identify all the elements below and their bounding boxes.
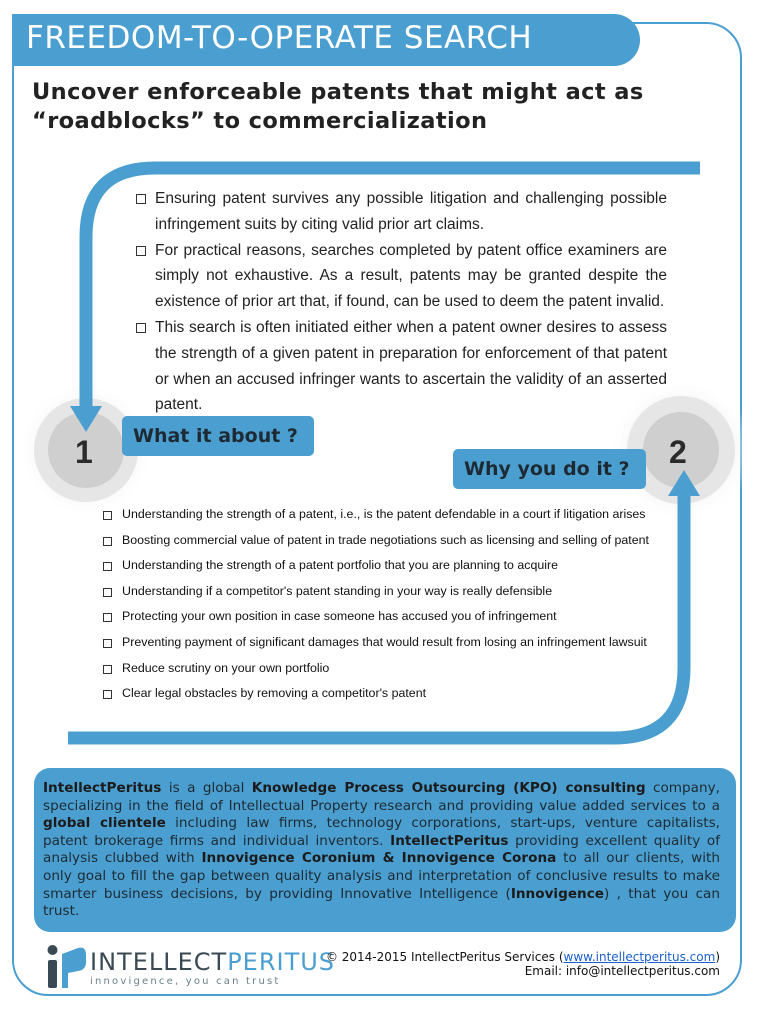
checkbox-icon	[103, 690, 112, 699]
website-link[interactable]: www.intellectperitus.com	[563, 950, 716, 964]
list-item: Clear legal obstacles by removing a competitor's patent	[103, 681, 663, 707]
checkbox-icon	[136, 323, 146, 333]
list-item: Preventing payment of significant damages that would result from losing an infringement lawsuit	[103, 630, 663, 656]
checkbox-icon	[103, 562, 112, 571]
what-bullet-list	[135, 186, 667, 418]
list-item: This search is often initiated either when a patent owner desires to assess the strength of a given patent in preparation for enforcement of that patent or when an accused infringer wants to ascertain the validity of an asserted patent.	[135, 315, 667, 418]
checkbox-icon	[103, 511, 112, 520]
what-label: What it about ?	[122, 416, 314, 456]
list-item: Understanding if a competitor's patent standing in your way is really defensible	[103, 579, 663, 605]
logo-tagline: innovigence, you can trust	[90, 976, 281, 987]
subtitle-line-1: Uncover enforceable patents that might act as	[32, 79, 644, 105]
checkbox-icon	[103, 639, 112, 648]
copyright: © 2014-2015 IntellectPeritus Services (www.intellectperitus.com) Email: info@intellectperitus.com	[325, 950, 720, 978]
checkbox-icon	[103, 613, 112, 622]
why-bullet-list	[103, 502, 663, 707]
checkbox-icon	[136, 194, 146, 204]
checkbox-icon	[103, 588, 112, 597]
step-number-1: 1	[75, 434, 93, 470]
list-item: For practical reasons, searches completed by patent office examiners are simply not exhaustive. As a result, patents may be granted despite the existence of prior art that, if found, can be used to deem the patent invalid.	[135, 238, 667, 315]
contact-email: Email: info@intellectperitus.com	[524, 964, 720, 978]
list-item: Protecting your own position in case someone has accused you of infringement	[103, 604, 663, 630]
list-item: Reduce scrutiny on your own portfolio	[103, 656, 663, 682]
brand-name: IntellectPeritus	[43, 780, 162, 796]
intellectperitus-logo-icon	[44, 940, 90, 990]
list-item: Understanding the strength of a patent, i.e., is the patent defendable in a court if litigation arises	[103, 502, 663, 528]
brand-name: IntellectPeritus	[390, 832, 509, 849]
list-item: Ensuring patent survives any possible litigation and challenging possible infringement suits by citing valid prior art claims.	[135, 186, 667, 238]
checkbox-icon	[136, 246, 146, 256]
list-item: Understanding the strength of a patent portfolio that you are planning to acquire	[103, 553, 663, 579]
checkbox-icon	[103, 665, 112, 674]
about-box: IntellectPeritus is a global Knowledge Process Outsourcing (KPO) consulting company, specializing in the field of Intellectual Property research and providing value added services to a global clientele including law firms, technology corporations, start-ups, venture capitalists, patent brokerage firms and individual inventors. IntellectPeritus providing excellent quality of analysis clubbed with Innovigence Coronium & Innovigence Corona to all our clients, with only goal to fill the gap between quality analysis and interpretation of conclusive results to make smarter business decisions, by providing Innovative Intelligence (Innovigence) , that you can trust.	[34, 768, 736, 932]
logo-wordmark: INTELLECTPERITUS	[90, 948, 336, 976]
checkbox-icon	[103, 537, 112, 546]
subtitle-line-2: “roadblocks” to commercialization	[32, 108, 488, 134]
step-number-2: 2	[669, 434, 687, 470]
page-title: FREEDOM-TO-OPERATE SEARCH	[26, 20, 533, 56]
list-item: Boosting commercial value of patent in trade negotiations such as licensing and selling of patent	[103, 528, 663, 554]
why-label: Why you do it ?	[453, 449, 646, 489]
